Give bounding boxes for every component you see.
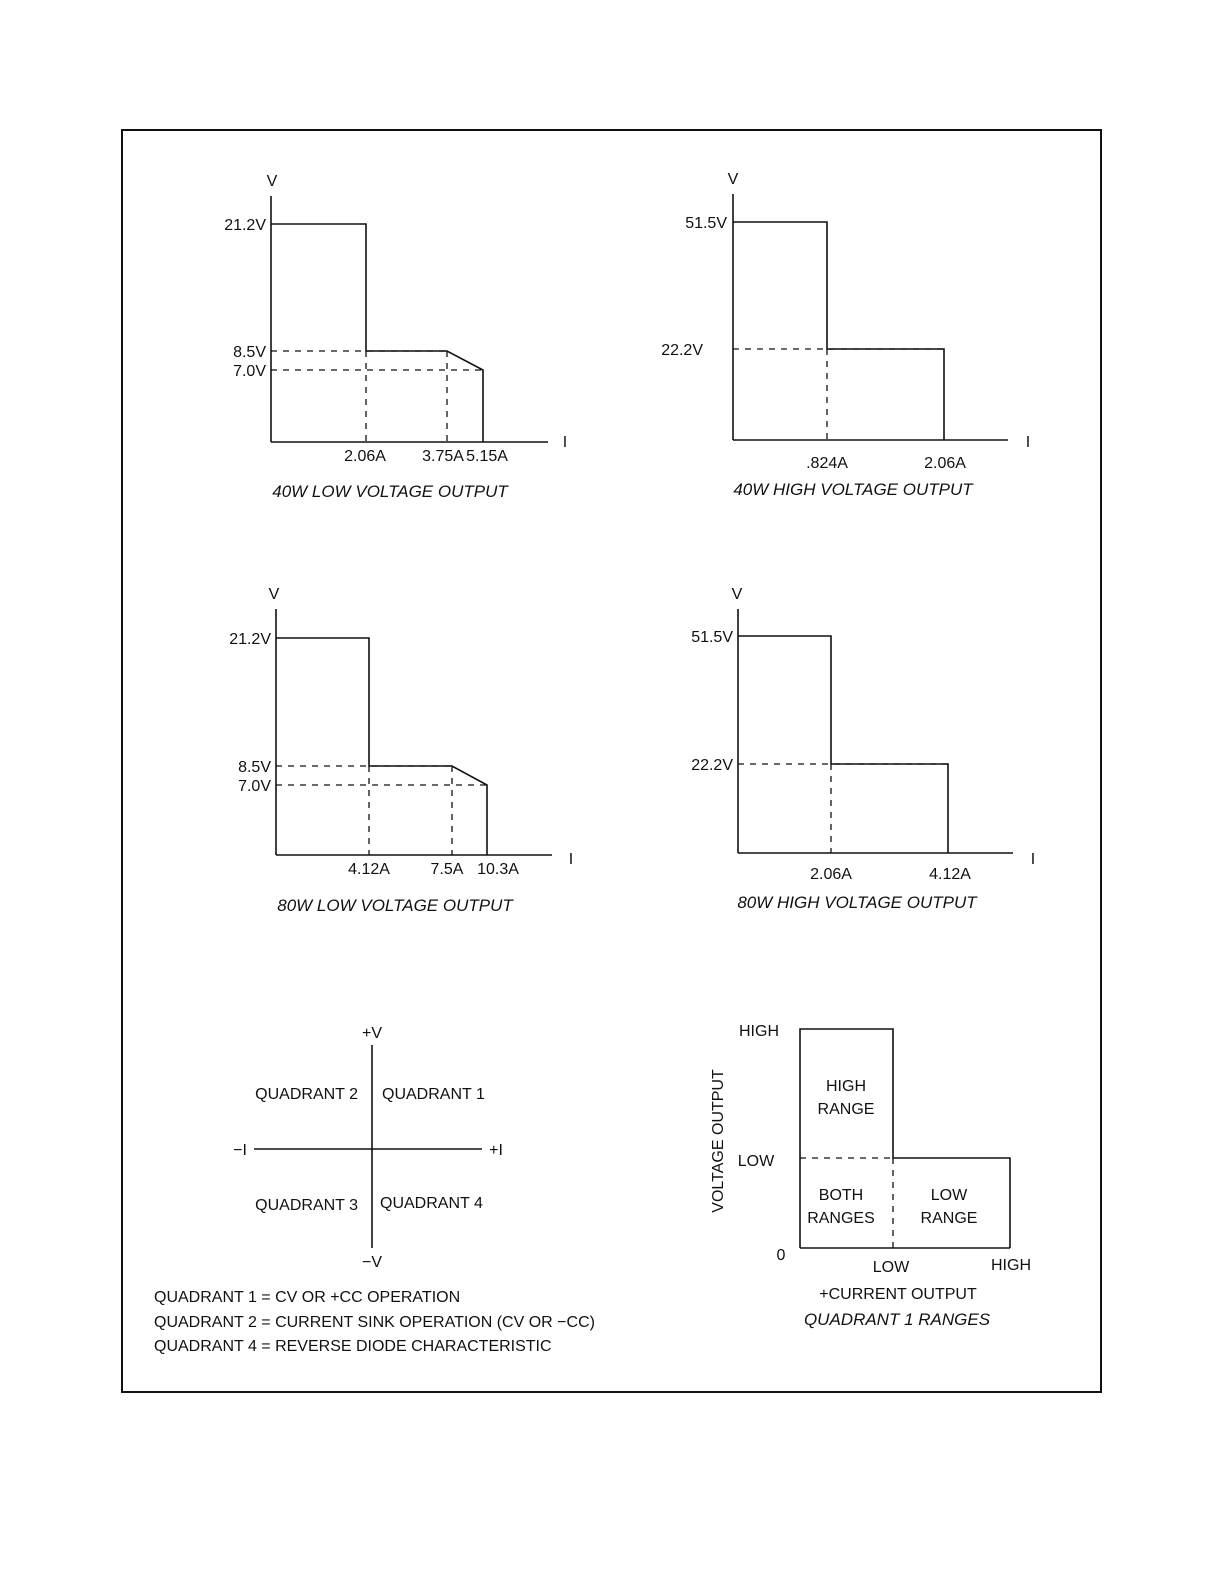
i-axis-label: I [1025,434,1031,451]
ranges-y-high-label: HIGH [739,1023,779,1040]
x-tick-label: 3.75A [422,448,464,465]
quadrant-note-3: QUADRANT 4 = REVERSE DIODE CHARACTERISTIC [154,1338,552,1355]
v-axis-label: V [731,586,743,603]
chart-caption: 80W LOW VOLTAGE OUTPUT [277,896,513,915]
ranges-zero-label: 0 [776,1247,786,1264]
envelope-line [276,638,487,855]
chart-40w-high-voltage [661,171,1030,499]
y-tick-label: 21.2V [229,631,271,648]
x-tick-label: .824A [806,455,848,472]
x-tick-label: 5.15A [466,448,508,465]
v-axis-label: V [727,171,739,188]
minus-i-label: −I [233,1142,247,1159]
low-range-line-1: LOW [930,1187,968,1204]
i-axis-label: I [1030,851,1036,868]
quadrant-4-label: QUADRANT 4 [380,1195,483,1212]
v-axis-label: V [266,173,278,190]
y-tick-label: 22.2V [661,342,703,359]
y-tick-label: 51.5V [691,629,733,646]
envelope-line [733,222,944,440]
low-range-line-2: RANGE [920,1210,978,1227]
y-tick-label: 8.5V [238,759,271,776]
ranges-y-axis-title: VOLTAGE OUTPUT [710,1069,727,1213]
x-tick-label: 4.12A [348,861,390,878]
y-tick-label: 7.0V [233,363,266,380]
quadrant-2-label: QUADRANT 2 [255,1086,358,1103]
y-tick-label: 7.0V [238,778,271,795]
y-tick-label: 8.5V [233,344,266,361]
i-axis-label: I [562,434,568,451]
quadrant-diagram [154,1025,595,1355]
ranges-x-axis-title: +CURRENT OUTPUT [819,1286,977,1303]
plus-i-label: +I [489,1142,503,1159]
high-range-line-2: RANGE [817,1101,875,1118]
v-axis-label: V [268,586,280,603]
chart-80w-low-voltage [229,586,573,915]
ranges-diagram [710,1023,1031,1329]
quadrant-note-2: QUADRANT 2 = CURRENT SINK OPERATION (CV OR −CC) [154,1314,595,1331]
quadrant-3-label: QUADRANT 3 [255,1197,358,1214]
x-tick-label: 2.06A [924,455,966,472]
y-tick-label: 22.2V [691,757,733,774]
ranges-x-high-label: HIGH [991,1257,1031,1274]
y-tick-label: 21.2V [224,217,266,234]
minus-v-label: −V [361,1254,383,1271]
x-tick-label: 2.06A [344,448,386,465]
x-tick-label: 2.06A [810,866,852,883]
ranges-x-low-label: LOW [872,1259,910,1276]
x-tick-label: 10.3A [477,861,519,878]
envelope-line [271,224,483,442]
both-ranges-line-1: BOTH [818,1187,864,1204]
chart-caption: 40W LOW VOLTAGE OUTPUT [272,482,508,501]
chart-80w-high-voltage [691,586,1035,912]
ranges-caption: QUADRANT 1 RANGES [803,1310,991,1329]
ranges-y-low-label: LOW [737,1153,775,1170]
envelope-line [738,636,948,853]
chart-40w-low-voltage [224,173,567,501]
quadrant-1-label: QUADRANT 1 [382,1086,485,1103]
chart-caption: 80W HIGH VOLTAGE OUTPUT [737,893,977,912]
both-ranges-line-2: RANGES [807,1210,875,1227]
x-tick-label: 7.5A [430,861,464,878]
plus-v-label: +V [361,1025,383,1042]
quadrant-note-1: QUADRANT 1 = CV OR +CC OPERATION [154,1289,461,1306]
high-range-line-1: HIGH [826,1078,866,1095]
x-tick-label: 4.12A [929,866,971,883]
i-axis-label: I [568,851,574,868]
y-tick-label: 51.5V [685,215,727,232]
chart-caption: 40W HIGH VOLTAGE OUTPUT [733,480,973,499]
